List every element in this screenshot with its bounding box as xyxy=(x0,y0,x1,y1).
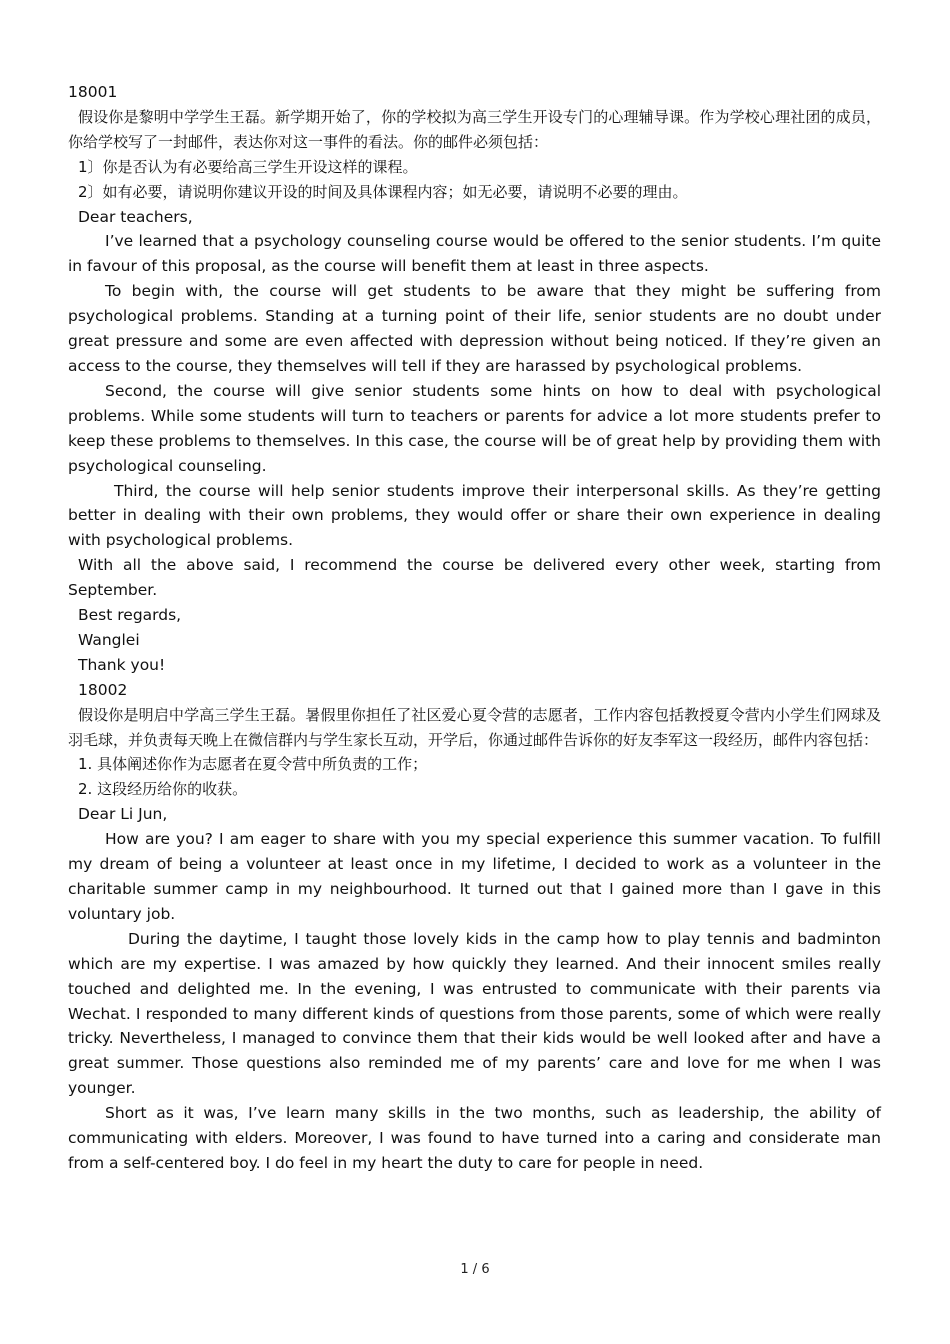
page-number: 1 / 6 xyxy=(460,1262,490,1277)
closing: Best regards, xyxy=(78,606,182,625)
essay-paragraph: I’ve learned that a psychology counseling course would be offered to the senior students. I’m quite in favour of this proposal, as the course will benefit them at least in three aspects. xyxy=(68,232,881,276)
signature: Wanglei xyxy=(78,630,140,649)
essay-paragraph: Third, the course will help senior students improve their interpersonal skills. As they’re getting better in dealing with their own problems, they would offer or share their own experience in dealing with psychological problems. xyxy=(68,481,881,550)
question-number: 18002 xyxy=(78,680,128,699)
essay-paragraph: Short as it was, I’ve learn many skills in the two months, such as leadership, the ability of communicating with elders. Moreover, I was found to have turned into a caring and considerate man from a self-centered boy. I do feel in my heart the duty to care for people in need. xyxy=(68,1104,881,1172)
essay-paragraph: How are you? I am eager to share with you my special experience this summer vacation. To fulfill my dream of being a volunteer at least once in my lifetime, I decided to work as a volunteer in the charitable summer camp in my neighbourhood. It turned out that I gained more than I gave in this voluntary job. xyxy=(68,830,881,923)
task-prompt: 假设你是黎明中学学生王磊。新学期开始了，你的学校拟为高三学生开设专门的心理辅导课。作为学校心理社团的成员，你给学校写了一封邮件，表达你对这一事件的看法。你的邮件必须包括： xyxy=(68,107,881,151)
closing: Thank you! xyxy=(78,655,166,674)
task-prompt: 假设你是明启中学高三学生王磊。暑假里你担任了社区爱心夏令营的志愿者，工作内容包括教授夏令营内小学生们网球及羽毛球，并负责每天晚上在微信群内与学生家长互动，开学后，你通过邮件告诉你的好友李军这一段经历，邮件内容包括： xyxy=(68,705,881,749)
salutation: Dear Li Jun, xyxy=(78,805,168,824)
task-requirement: 1. 具体阐述你作为志愿者在夏令营中所负责的工作； xyxy=(78,755,428,774)
essay-paragraph: With all the above said, I recommend the course be delivered every other week, starting from September. xyxy=(68,556,881,600)
task-requirement: 2〕如有必要，请说明你建议开设的时间及具体课程内容；如无必要，请说明不必要的理由。 xyxy=(78,182,688,201)
essay-paragraph: Second, the course will give senior students some hints on how to deal with psychological problems. While some students will turn to teachers or parents for advice a lot more students prefer to keep these problems to themselves. In this case, the course will be of great help by providing them with psychological counseling. xyxy=(68,381,881,475)
essay-paragraph: During the daytime, I taught those lovely kids in the camp how to play tennis and badminton which are my expertise. I was amazed by how quickly they learned. And their innocent smiles really touched and delighted me. In the evening, I was entrusted to communicate with their parents via Wechat. I responded to many different kinds of questions from those parents, some of which were really tricky. Nevertheless, I managed to convince them that their kids would be well looked after and have a great summer. Those questions also reminded me of my parents’ care and love for me when I was younger. xyxy=(68,929,881,1098)
essay-paragraph: To begin with, the course will get students to be aware that they might be suffering from psychological problems. Standing at a turning point of their life, senior students are no doubt under great pressure and some are even affected with depression without being noticed. If they’re given an access to the course, they themselves will tell if they are harassed by psychological problems. xyxy=(68,282,881,375)
task-requirement: 1〕你是否认为有必要给高三学生开设这样的课程。 xyxy=(78,157,418,176)
question-number: 18001 xyxy=(68,83,118,101)
task-requirement: 2. 这段经历给你的收获。 xyxy=(78,780,248,799)
document-body xyxy=(68,80,881,1176)
salutation: Dear teachers, xyxy=(78,207,193,226)
